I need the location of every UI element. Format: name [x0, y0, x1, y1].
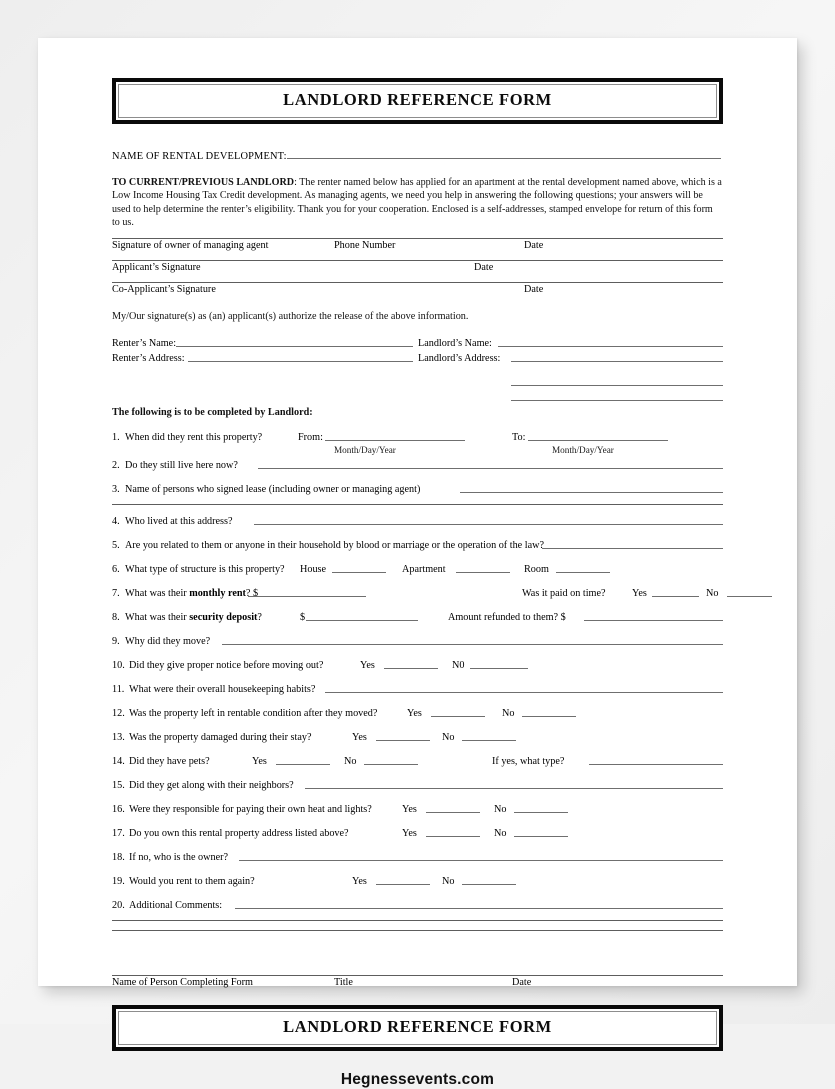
- question-12-no-input[interactable]: [522, 708, 576, 717]
- input-renter-address[interactable]: [188, 353, 413, 362]
- question-9-number: 9.: [112, 636, 120, 648]
- question-16-number: 16.: [112, 804, 125, 816]
- label-date-applicant: Date: [474, 261, 494, 273]
- question-6-house-input[interactable]: [332, 564, 386, 573]
- question-17-yes-input[interactable]: [426, 828, 480, 837]
- signature-labels-coapplicant: [112, 283, 723, 297]
- question-6-room-label: Room: [524, 564, 549, 576]
- question-20-input[interactable]: [235, 900, 723, 909]
- question-13-no-label: No: [442, 732, 455, 744]
- question-2: [112, 460, 723, 475]
- question-15: [112, 780, 723, 795]
- question-19-number: 19.: [112, 876, 125, 888]
- question-13-no-input[interactable]: [462, 732, 516, 741]
- identity-row-address: [112, 353, 723, 368]
- question-15-number: 15.: [112, 780, 125, 792]
- input-landlord-address-line-2[interactable]: [511, 372, 723, 386]
- question-12-text: Was the property left in rentable condition after they moved?: [129, 708, 378, 720]
- label-phone-number: Phone Number: [334, 239, 396, 251]
- question-13-text: Was the property damaged during their stay?: [129, 732, 312, 744]
- question-10-yes-label: Yes: [360, 660, 375, 672]
- question-16: [112, 804, 723, 819]
- completion-labels: [112, 976, 723, 990]
- question-4-number: 4.: [112, 516, 120, 528]
- question-1-captions: [112, 445, 723, 459]
- header-title-box: [112, 78, 723, 124]
- question-12-yes-input[interactable]: [431, 708, 485, 717]
- caption-month-day-year-from: Month/Day/Year: [334, 445, 396, 456]
- watermark-url: Hegnessevents.com: [340, 1071, 495, 1089]
- header-title-box-inner: [118, 84, 717, 118]
- question-13: [112, 732, 723, 747]
- question-5-number: 5.: [112, 540, 120, 552]
- question-13-number: 13.: [112, 732, 125, 744]
- question-17-text: Do you own this rental property address listed above?: [129, 828, 349, 840]
- question-1-from-label: From:: [298, 432, 323, 444]
- question-4-text: Who lived at this address?: [125, 516, 233, 528]
- question-19-no-label: No: [442, 876, 455, 888]
- question-18-text: If no, who is the owner?: [129, 852, 229, 864]
- input-landlord-address[interactable]: [511, 353, 723, 362]
- signature-labels-applicant: [112, 261, 723, 275]
- question-7-text-bold: monthly rent: [189, 588, 246, 600]
- question-8-text: [125, 612, 262, 623]
- question-16-yes-label: Yes: [402, 804, 417, 816]
- document-sheet: [38, 38, 797, 1089]
- question-6: [112, 564, 723, 579]
- footer-title: LANDLORD REFERENCE FORM: [283, 1017, 552, 1037]
- label-date-owner: Date: [524, 239, 544, 251]
- question-7-text-pre: What was their: [125, 588, 190, 600]
- question-1-text: When did they rent this property?: [125, 432, 263, 444]
- question-12-no-label: No: [502, 708, 515, 720]
- question-15-input[interactable]: [305, 780, 723, 789]
- question-8-number: 8.: [112, 612, 120, 624]
- question-17: [112, 828, 723, 843]
- question-10-number: 10.: [112, 660, 125, 672]
- question-2-input[interactable]: [258, 460, 723, 469]
- question-9: [112, 636, 723, 651]
- question-20-text: Additional Comments:: [129, 900, 223, 912]
- question-8-text-bold: security deposit: [189, 612, 258, 624]
- question-18: [112, 852, 723, 867]
- question-8-deposit-input[interactable]: [306, 612, 418, 621]
- question-14-yes-label: Yes: [252, 756, 267, 768]
- question-12: [112, 708, 723, 723]
- question-20-number: 20.: [112, 900, 125, 912]
- question-1-from-input[interactable]: [325, 432, 465, 441]
- question-17-no-label: No: [494, 828, 507, 840]
- notice-paragraph: [112, 176, 723, 229]
- question-9-input[interactable]: [222, 636, 723, 645]
- question-14-type-label: If yes, what type?: [492, 756, 565, 768]
- page-title: LANDLORD REFERENCE FORM: [283, 90, 552, 109]
- question-4: [112, 516, 723, 531]
- caption-month-day-year-to: Month/Day/Year: [552, 445, 614, 456]
- footer-title-box-inner: [118, 1011, 717, 1045]
- label-coapplicant-signature: Co-Applicant’s Signature: [112, 283, 216, 295]
- question-8: [112, 612, 723, 627]
- question-17-no-input[interactable]: [514, 828, 568, 837]
- question-9-text: Why did they move?: [125, 636, 211, 648]
- identity-block: [112, 338, 723, 401]
- rental-development-row: [112, 145, 723, 164]
- question-17-yes-label: Yes: [402, 828, 417, 840]
- question-15-text: Did they get along with their neighbors?: [129, 780, 294, 792]
- completion-block: [112, 975, 723, 990]
- question-19: [112, 876, 723, 891]
- question-7-number: 7.: [112, 588, 120, 600]
- question-7-no-input[interactable]: [727, 588, 772, 597]
- question-6-room-input[interactable]: [556, 564, 610, 573]
- question-10-no-label: N0: [452, 660, 465, 672]
- footer-title-box: [112, 1005, 723, 1051]
- label-landlord-address: Landlord’s Address:: [418, 353, 501, 365]
- question-12-number: 12.: [112, 708, 125, 720]
- landlord-extra-row-2: [112, 385, 723, 401]
- question-4-input[interactable]: [254, 516, 723, 525]
- question-8-deposit-currency: $: [300, 612, 306, 624]
- question-8-text-post: ?: [257, 612, 262, 624]
- question-16-no-input[interactable]: [514, 804, 568, 813]
- question-13-yes-label: Yes: [352, 732, 367, 744]
- label-renter-name: Renter’s Name:: [112, 338, 177, 350]
- question-8-refund-input[interactable]: [584, 612, 723, 621]
- question-7-yes-input[interactable]: [652, 588, 699, 597]
- question-8-text-pre: What was their: [125, 612, 190, 624]
- question-1-to-label: To:: [512, 432, 526, 444]
- question-11: [112, 684, 723, 699]
- label-name-of-person-completing-form: Name of Person Completing Form: [112, 977, 253, 989]
- question-11-input[interactable]: [325, 684, 723, 693]
- identity-row-name: [112, 338, 723, 353]
- question-16-no-label: No: [494, 804, 507, 816]
- question-3-text: Name of persons who signed lease (including owner or managing agent): [125, 484, 421, 496]
- question-5: [112, 540, 723, 555]
- question-20: [112, 900, 723, 915]
- question-3-input[interactable]: [460, 484, 723, 493]
- question-8-refund-label: Amount refunded to them? $: [448, 612, 566, 624]
- section-heading: The following is to be completed by Landlord:: [112, 407, 313, 419]
- question-6-apartment-input[interactable]: [456, 564, 510, 573]
- question-6-text: What type of structure is this property?: [125, 564, 285, 576]
- notice-lead: TO CURRENT/PREVIOUS LANDLORD: [112, 177, 295, 189]
- input-landlord-name[interactable]: [498, 338, 723, 347]
- input-renter-name[interactable]: [176, 338, 413, 347]
- question-11-text: What were their overall housekeeping habits?: [129, 684, 316, 696]
- label-landlord-name: Landlord’s Name:: [418, 338, 492, 350]
- question-6-apartment-label: Apartment: [402, 564, 446, 576]
- question-7-yes-label: Yes: [632, 588, 647, 600]
- question-19-text: Would you rent to them again?: [129, 876, 255, 888]
- question-7-text-post: ? $: [245, 588, 259, 600]
- question-2-text: Do they still live here now?: [125, 460, 238, 472]
- question-11-number: 11.: [112, 684, 125, 696]
- question-14-number: 14.: [112, 756, 125, 768]
- question-7-rent-input[interactable]: [245, 588, 366, 600]
- question-14-no-label: No: [344, 756, 357, 768]
- question-18-input[interactable]: [239, 852, 723, 861]
- question-19-yes-label: Yes: [352, 876, 367, 888]
- question-16-text: Were they responsible for paying their own heat and lights?: [129, 804, 372, 816]
- question-13-yes-input[interactable]: [376, 732, 430, 741]
- question-14-no-input[interactable]: [364, 756, 418, 765]
- question-3-number: 3.: [112, 484, 120, 496]
- question-16-yes-input[interactable]: [426, 804, 480, 813]
- question-19-no-input[interactable]: [462, 876, 516, 885]
- label-date-coapplicant: Date: [524, 283, 544, 295]
- question-6-house-label: House: [300, 564, 327, 576]
- landlord-extra-row-1: [112, 368, 723, 385]
- question-18-number: 18.: [112, 852, 125, 864]
- question-1-number: 1.: [112, 432, 120, 444]
- label-date-completion: Date: [512, 977, 532, 989]
- document-content: [112, 78, 723, 1089]
- question-10-text: Did they give proper notice before moving out?: [129, 660, 324, 672]
- notice-body: : The renter named below has applied for an apartment at the rental development named above, which is a Low Income Housing Tax Credit development. As managing agents, we need you help in answering the following questions; your answers will be used to help determine the renter’s eligibility. Thank you for your cooperation. Enclosed is a self-addresses, stamped envelope for return of this form to us.: [112, 177, 722, 228]
- question-3-continuation-rule[interactable]: [112, 504, 723, 505]
- rental-development-input[interactable]: [287, 145, 721, 159]
- question-20-extra-rule-1[interactable]: [112, 920, 723, 921]
- label-applicant-signature: Applicant’s Signature: [112, 261, 201, 273]
- question-12-yes-label: Yes: [407, 708, 422, 720]
- question-10-yes-input[interactable]: [384, 660, 438, 669]
- question-19-yes-input[interactable]: [376, 876, 430, 885]
- question-14: [112, 756, 723, 771]
- authorization-text: My/Our signature(s) as (an) applicant(s) authorize the release of the above information.: [112, 310, 469, 322]
- signature-labels-owner: [112, 239, 723, 253]
- label-title: Title: [334, 977, 353, 989]
- question-17-number: 17.: [112, 828, 125, 840]
- question-7: [112, 588, 723, 603]
- question-10-no-input[interactable]: [470, 660, 528, 669]
- question-5-text: Are you related to them or anyone in their household by blood or marriage or the operation of the law?: [125, 540, 544, 552]
- question-2-number: 2.: [112, 460, 120, 472]
- question-14-text: Did they have pets?: [129, 756, 210, 768]
- label-renter-address: Renter’s Address:: [112, 353, 185, 365]
- question-20-extra-rule-2[interactable]: [112, 930, 723, 931]
- rental-development-label: NAME OF RENTAL DEVELOPMENT:: [112, 151, 287, 163]
- question-7-paid-on-time-label: Was it paid on time?: [522, 588, 606, 600]
- question-3: [112, 484, 723, 499]
- question-14-type-input[interactable]: [589, 756, 723, 765]
- question-7-no-label: No: [706, 588, 719, 600]
- label-signature-owner: Signature of owner of managing agent: [112, 239, 269, 251]
- input-landlord-address-line-3[interactable]: [511, 387, 723, 401]
- question-14-yes-input[interactable]: [276, 756, 330, 765]
- question-5-input[interactable]: [542, 540, 723, 549]
- question-6-number: 6.: [112, 564, 120, 576]
- question-1: [112, 432, 723, 445]
- question-7-text: [125, 588, 258, 599]
- question-10: [112, 660, 723, 675]
- question-1-to-input[interactable]: [528, 432, 668, 441]
- signature-block: [112, 238, 723, 297]
